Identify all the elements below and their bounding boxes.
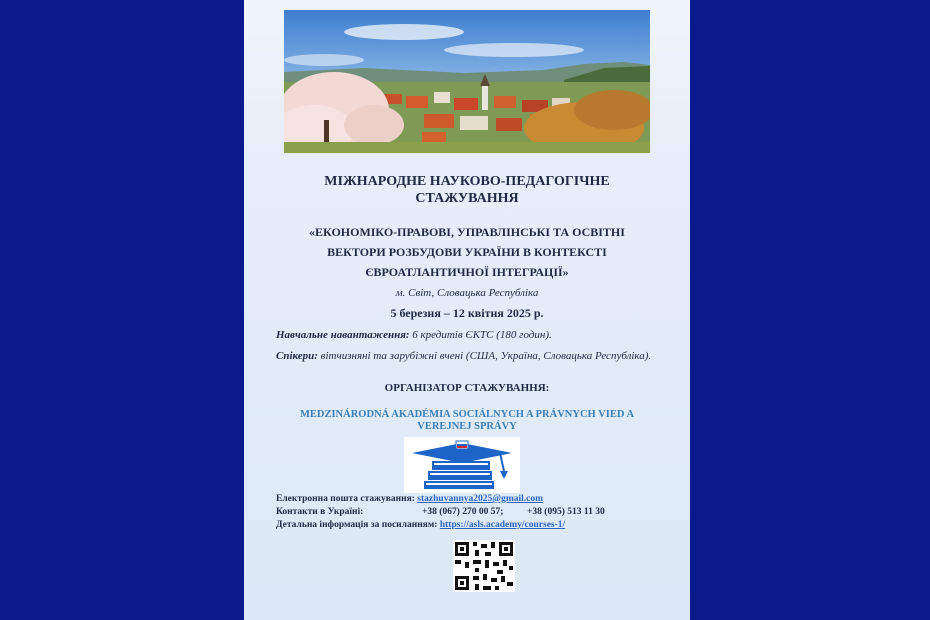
phones-label: Контакти в Україні: [276,507,364,517]
subtitle-line-2: ВЕКТОРИ РОЗБУДОВИ УКРАЇНИ В КОНТЕКСТІ [327,245,607,259]
speakers-line [276,349,656,363]
speakers-value: вітчизняні та зарубіжні вчені (США, Україна, Словацька Республіка). [320,350,652,362]
qr-code-icon[interactable] [453,540,515,592]
info-label: Детальна інформація за посиланням: [276,520,438,530]
workload-value: 6 кредитів ЄКТС (180 годин). [412,329,552,341]
program-subtitle [304,222,630,282]
phone-2: +38 (095) 513 11 30 [527,507,605,517]
phones-row [276,506,676,519]
contacts-block [276,493,676,532]
town-photo [284,10,650,153]
location: м. Світ, Словацька Республіка [395,287,539,299]
subtitle-line-3: ЄВРОАТЛАНТИЧНОЇ ІНТЕГРАЦІЇ» [365,265,569,279]
academy-logo-books-cap-icon [404,437,520,493]
subtitle-line-1: «ЕКОНОМІКО-ПРАВОВІ, УПРАВЛІНСЬКІ ТА ОСВІТНІ [309,225,625,239]
dates: 5 березня – 12 квітня 2025 р. [390,306,544,320]
page-title: МІЖНАРОДНЕ НАУКОВО-ПЕДАГОГІЧНЕ СТАЖУВАННЯ [324,174,610,206]
email-link[interactable]: stazhuvannya2025@gmail.com [417,494,544,504]
email-label: Електронна пошта стажування: [276,494,415,504]
speakers-label: Спікери: [276,350,318,362]
phone-1: +38 (067) 270 00 57; [422,507,504,517]
workload-label: Навчальне навантаження: [276,329,410,341]
course-url-link[interactable]: https://asls.academy/courses-1/ [439,520,566,530]
workload-line [276,328,656,342]
info-row [276,519,676,532]
email-row [276,493,676,506]
poster [244,0,690,620]
organizer-heading: ОРГАНІЗАТОР СТАЖУВАННЯ: [384,382,550,394]
organizer-name: MEDZINÁRODNÁ AKADÉMIA SOCIÁLNYCH A PRÁVNYCH VIED A VEREJNEJ SPRÁVY [299,409,635,432]
